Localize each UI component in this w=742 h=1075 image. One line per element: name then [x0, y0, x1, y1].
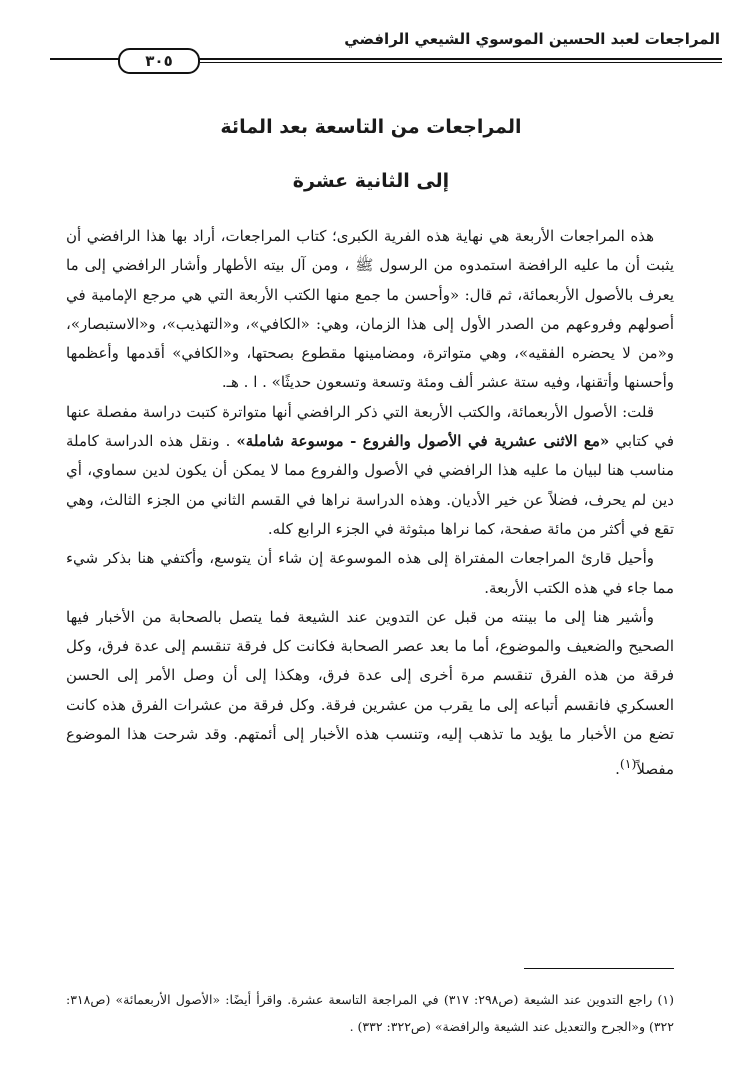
running-head-title: المراجعات لعبد الحسين الموسوي الشيعي الرافضي: [344, 30, 720, 48]
paragraph-4: [66, 603, 674, 785]
book-title: «مع الاثنى عشرية في الأصول والفروع - موسوعة شاملة»: [236, 432, 610, 451]
footnote-ref[interactable]: (١): [619, 756, 637, 772]
header-rule-thin: [200, 62, 722, 63]
chapter-title: المراجعات من التاسعة بعد المائة: [220, 116, 522, 138]
footnote: (١) راجع التدوين عند الشيعة (ص٢٩٨: ٣١٧) في المراجعة التاسعة عشرة. واقرأ أيضًا: «الأصول الأربعمائة» (ص٣١٨: ٣٢٢) و«الجرح والتعديل عند الشيعة والرافضة» (ص٣٢٢: ٣٣٢) .: [66, 992, 675, 1034]
paragraph-2-text: قلت: الأصول الأربعمائة، والكتب الأربعة التي ذكر الرافضي أنها متواترة كتبت دراسة مفصلة عنها في كتابي «مع الاثنى عشرية في الأصول والفروع - موسوعة شاملة» . ونقل هذه الدراسة كاملة مناسب هنا لبيان ما عليه هذا الرافضي في الأصول والفروع مما لا يمكن أن يكون لدين سماوي، أي دين لم يحرف، فضلاً عن خير الأديان. وهذه الدراسة نراها في القسم الثاني من الجزء الثالث، وهي تقع في أكثر من مائة صفحة، كما نراها مبثوثة في الجزء الرابع كله.: [66, 402, 674, 538]
page-number: ٣٠٥: [118, 48, 200, 74]
paragraph-1: هذه المراجعات الأربعة هي نهاية هذه الفرية الكبرى؛ كتاب المراجعات، أراد بها هذا الرافضي أن يثبت أن ما عليه الرافضة استمدوه من الرسول ﷺ ، ومن آل بيته الأطهار وأشار الرافضي إلى ما يعرف بالأصول الأربعمائة، ثم قال: «وأحسن ما جمع منها الكتب الأربعة التي هي مرجع الإمامية في أصولهم وفروعهم من الصدر الأول إلى هذا الزمان، وهي: «الكافي»، و«التهذيب»، و«الاستبصار»، و«من لا يحضره الفقيه»، وهي متواترة، ومضامينها مقطوع بصحتها، و«الكافي» أقدمها وأعظمها وأحسنها وأتقنها، وفيه ستة عشر ألف ومئة وتسعة وتسعون حديثًا» . ا . هـ.: [66, 227, 674, 392]
body-text: [66, 222, 674, 785]
chapter-subtitle: إلى الثانية عشرة: [292, 170, 450, 192]
paragraph-4-text: وأشير هنا إلى ما بينته من قبل عن التدوين عند الشيعة فما يتصل بالصحابة من الأخبار فيها الصحيح والضعيف والموضوع، أما ما بعد عصر الصحابة فكانت كل فرقة تنقسم إلى عدة فرق، وكل فرقة من هذه الفرق تنقسم مرة أخرى إلى عدة فرق، وهكذا إلى أن وصل الأمر إلى الحسن العسكري فانقسم أتباعه إلى ما يقرب من عشرين فرقة. وكل فرقة من عشرات الفرق هذه كانت تضع من الأخبار ما يؤيد ما تذهب إليه، وتنسب هذه الأخبار إلى أئمتهم. وقد شرحت هذا الموضوع مفصلاً: [66, 607, 674, 779]
paragraph-4-end: .: [615, 760, 620, 779]
paragraph-3: وأحيل قارئ المراجعات المفتراة إلى هذه الموسوعة إن شاء أن يتوسع، وأكتفي هنا بذكر شيء مما جاء في هذه الكتب الأربعة.: [66, 549, 674, 597]
paragraph-2: [66, 398, 674, 544]
footnote-rule: [524, 968, 674, 969]
